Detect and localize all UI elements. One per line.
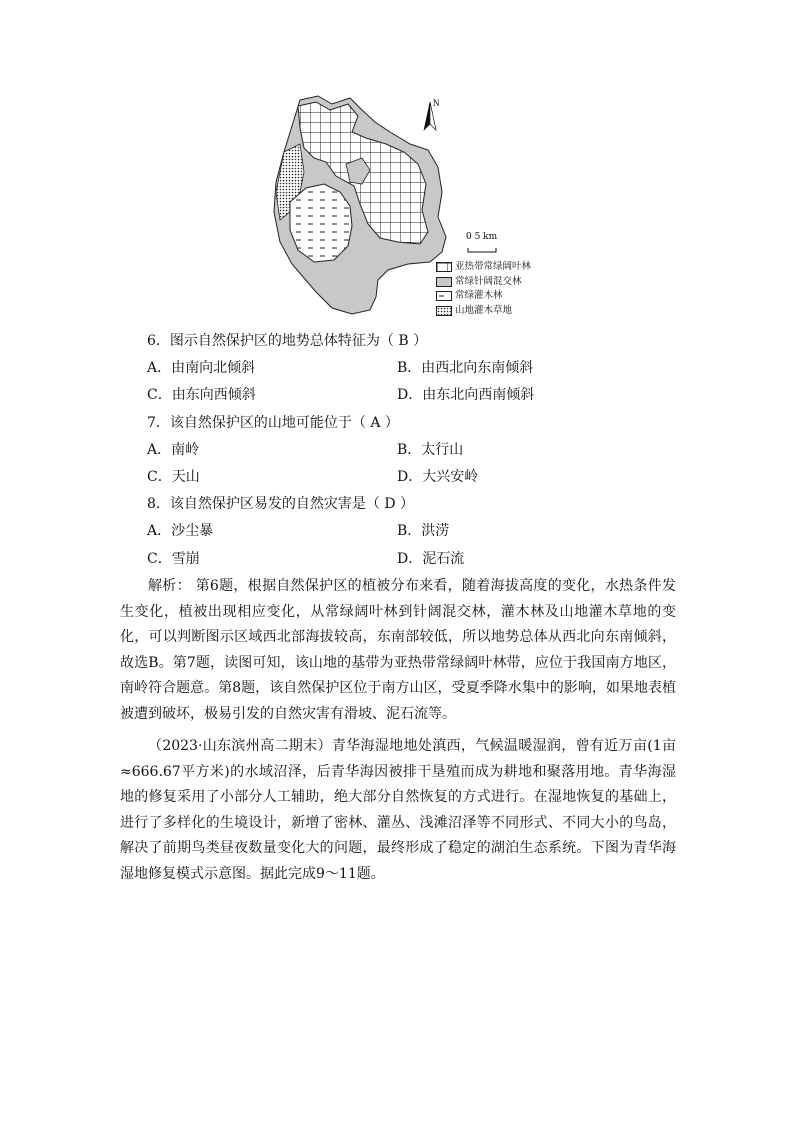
question-6-option-a: A．由南向北倾斜 [147,360,256,376]
legend-label: 山地灌木草地 [455,304,513,316]
question-7-option-d: D．大兴安岭 [397,469,479,485]
question-7-option-b: B．太行山 [397,442,464,458]
dots-swatch-icon [436,306,452,316]
map-legend [436,260,531,318]
analysis-paragraph: 解析： 第6题，根据自然保护区的植被分布来看，随着海拔高度的变化，水热条件发生变化，植被出现相应变化，从常绿阔叶林到针阔混交林，灌木林及山地灌木草地的变化，可以判断图示区域西北部海拔较高，东南部较低，所以地势总体从西北向东南倾斜，故选B。第7题，读图可知，该山地的基带为亚热带常绿阔叶林带，应位于我国南方地区，南岭符合题意。第8题，该自然保护区位于南方山区，受夏季降水集中的影响，如果地表植被遭到破坏，极易引发的自然灾害有滑坡、泥石流等。 [120,578,676,722]
question-7-option-c: C．天山 [147,469,200,485]
question-6-option-c: C．由东向西倾斜 [147,387,256,403]
north-label: N [433,98,440,108]
legend-item [436,289,531,304]
passage-paragraph: （2023·山东滨州高二期末）青华海湿地地处滇西，气候温暖湿润，曾有近万亩(1亩≈666.67平方米)的水域沼泽，后青华海因被排干垦殖而成为耕地和聚落用地。青华海湿地的修复采用了小部分人工辅助，绝大部分自然恢复的方式进行。在湿地恢复的基础上，进行了多样化的生境设计，新增了密林、灌丛、浅滩沼泽等不同形式、不同大小的鸟岛，解决了前期鸟类昼夜数量变化大的问题，最终形成了稳定的湖泊生态系统。下图为青华海湿地修复模式示意图。据此完成9～11题。 [120,738,676,882]
question-8-stem: 8．该自然保护区易发的自然灾害是（ D ） [147,496,415,512]
scale-bar [468,248,496,252]
question-8-option-d: D．泥石流 [397,551,465,567]
dash-swatch-icon [436,291,452,301]
question-7-stem: 7．该自然保护区的山地可能位于（ A ） [147,415,399,431]
question-6-option-d: D．由东北向西南倾斜 [397,387,535,403]
legend-label: 常绿针阔混交林 [455,275,522,287]
question-8-option-a: A．沙尘暴 [147,523,214,539]
question-7-option-a: A．南岭 [147,442,200,458]
legend-label: 常绿灌木林 [455,290,503,301]
grid-swatch-icon [436,262,452,272]
legend-item [436,304,531,319]
gray-swatch-icon [436,277,452,287]
legend-item [436,260,531,275]
question-8-option-b: B．洪涝 [397,523,450,539]
scale-label: 0 5 km [466,232,498,242]
evergreen-shrub-region [290,184,352,262]
question-6-option-b: B．由西北向东南倾斜 [397,360,534,376]
legend-label: 亚热带常绿阔叶林 [455,261,532,272]
legend-item [436,275,531,290]
question-8-option-c: C．雪崩 [147,551,200,567]
question-6-stem: 6．图示自然保护区的地势总体特征为（ B ） [147,333,428,349]
